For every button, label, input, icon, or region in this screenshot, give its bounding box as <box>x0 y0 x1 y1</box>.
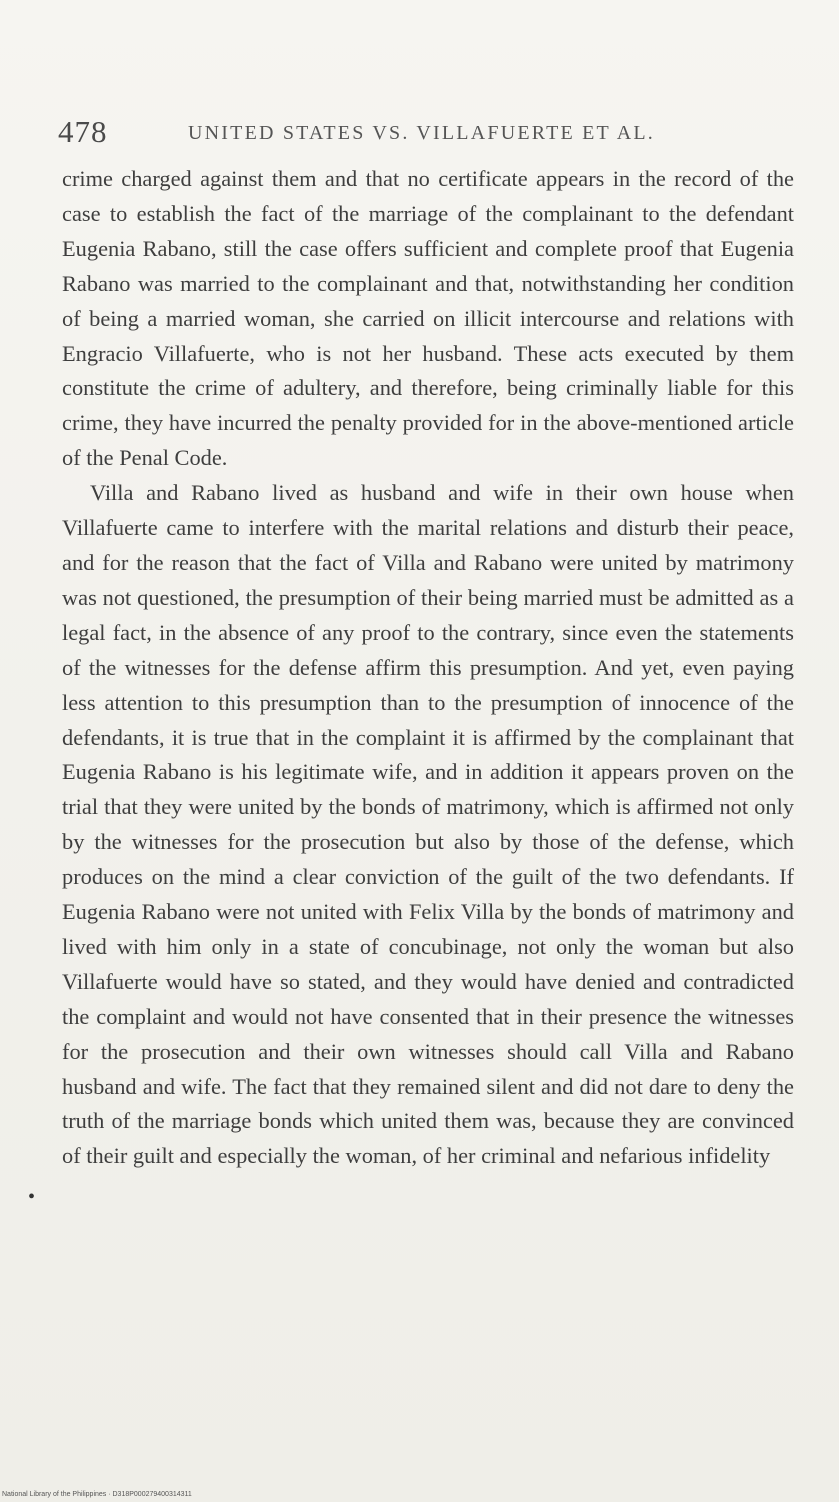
library-stamp: National Library of the Philippines · D318P000279400314311 <box>2 1491 192 1498</box>
page-number: 478 <box>58 114 108 149</box>
paragraph-continuation: crime charged against them and that no certificate appears in the record of the case to establish the fact of the marriage of the complainant to the defendant Eugenia Rabano, still the case offers sufficient and complete proof that Eugenia Rabano was married to the complainant and that, notwithstanding her condition of being a married woman, she carried on illicit intercourse and relations with Engracio Villafuerte, who is not her husband. These acts executed by them constitute the crime of adultery, and therefore, being criminally liable for this crime, they have incurred the penalty provided for in the above-mentioned article of the Penal Code. <box>62 166 794 471</box>
body-text <box>62 162 794 1174</box>
running-title: UNITED STATES VS. VILLAFUERTE ET AL. <box>188 122 655 144</box>
paragraph: Villa and Rabano lived as husband and wife in their own house when Villafuerte came to interfere with the marital relations and disturb their peace, and for the reason that the fact of Villa and Rabano were united by matrimony was not questioned, the presumption of their being married must be admitted as a legal fact, in the absence of any proof to the contrary, since even the statements of the witnesses for the defense affirm this presumption. And yet, even paying less attention to this presumption than to the presumption of innocence of the defendants, it is true that in the complaint it is affirmed by the complainant that Eugenia Rabano is his legitimate wife, and in addition it appears proven on the trial that they were united by the bonds of matrimony, which is affirmed not only by the witnesses for the prosecution but also by those of the defense, which produces on the mind a clear conviction of the guilt of the two defendants. If Eugenia Rabano were not united with Felix Villa by the bonds of matrimony and lived with him only in a state of concubinage, not only the woman but also Villafuerte would have so stated, and they would have denied and contradicted the complaint and would not have consented that in their presence the witnesses for the prosecution and their own witnesses should call Villa and Rabano husband and wife. The fact that they remained silent and did not dare to deny the truth of the marriage bonds which united them was, because they are convinced of their guilt and especially the woman, of her criminal and nefarious infidelity <box>62 480 794 1169</box>
running-head <box>58 112 798 152</box>
margin-mark: • <box>28 1186 36 1208</box>
